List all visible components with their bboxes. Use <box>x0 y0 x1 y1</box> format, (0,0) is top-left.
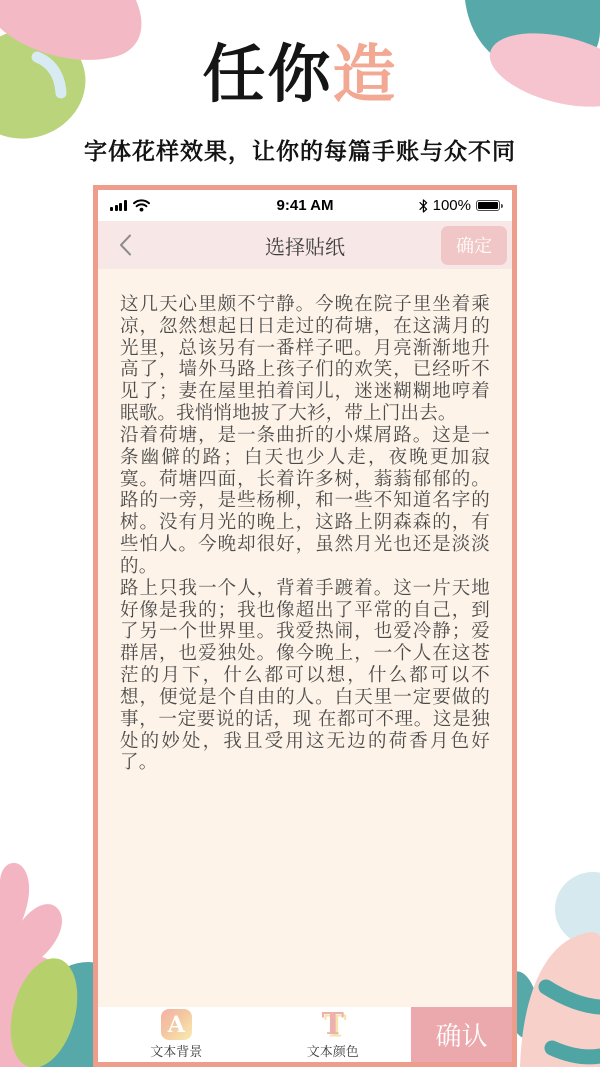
text-color-label: 文本颜色 <box>306 1044 359 1059</box>
confirm-button[interactable]: 确定 <box>441 226 507 265</box>
page-title-accent: 造 <box>332 40 398 110</box>
bottom-toolbar <box>98 1007 512 1062</box>
page-title-main: 任你 <box>202 40 333 110</box>
toolbar-tools <box>98 1007 411 1062</box>
confirm-large-button[interactable]: 确认 <box>411 1007 512 1062</box>
preview-paragraph: 路上只我一个人，背着手踱着。这一片天地好像是我的；我也像超出了平常的自己，到了另一个世界里。我爱热闹，也爱冷静；爱群居，也爱独处。像今晚上，一个人在这苍茫的月下，什么都可以想，什么都可以不想，便觉是个自由的人。白天里一定要做的事，一定要说的话，现 在都可不理。这是独处的妙处，我且受用这无边的荷香月色好了。 <box>120 576 490 773</box>
hero-section <box>0 0 600 166</box>
chevron-left-icon <box>119 234 132 256</box>
battery-icon <box>476 200 500 212</box>
text-background-label: 文本背景 <box>150 1044 203 1059</box>
text-preview-area <box>98 269 512 1007</box>
text-background-icon: A <box>161 1009 192 1040</box>
nav-title: 选择贴纸 <box>265 236 345 259</box>
status-time: 9:41 AM <box>276 197 334 214</box>
text-background-button[interactable] <box>150 1009 202 1060</box>
status-bar <box>98 190 512 221</box>
text-color-icon: T <box>321 1007 344 1042</box>
page-title <box>0 42 600 108</box>
bluetooth-icon <box>419 199 428 213</box>
text-color-button[interactable] <box>307 1009 359 1060</box>
nav-bar <box>98 221 512 269</box>
status-bar-right <box>419 197 500 214</box>
back-button[interactable] <box>108 221 142 269</box>
battery-percent: 100% <box>432 197 471 214</box>
preview-paragraph: 这几天心里颇不宁静。今晚在院子里坐着乘凉，忽然想起日日走过的荷塘，在这满月的光里，总该另有一番样子吧。月亮渐渐地升高了，墙外马路上孩子们的欢笑，已经听不见了；妻在屋里拍着闰儿，迷迷糊糊地哼着眠歌。我悄悄地披了大衫，带上门出去。 <box>120 293 490 424</box>
page-subtitle: 字体花样效果，让你的每篇手账与众不同 <box>84 138 516 165</box>
phone-mockup <box>93 185 517 1067</box>
preview-paragraph: 沿着荷塘，是一条曲折的小煤屑路。这是一条幽僻的路；白天也少人走，夜晚更加寂寞。荷塘四面，长着许多树，蓊蓊郁郁的。路的一旁，是些杨柳，和一些不知道名字的树。没有月光的晚上，这路上阴森森的，有些怕人。今晚却很好，虽然月光也还是淡淡的。 <box>120 423 490 576</box>
